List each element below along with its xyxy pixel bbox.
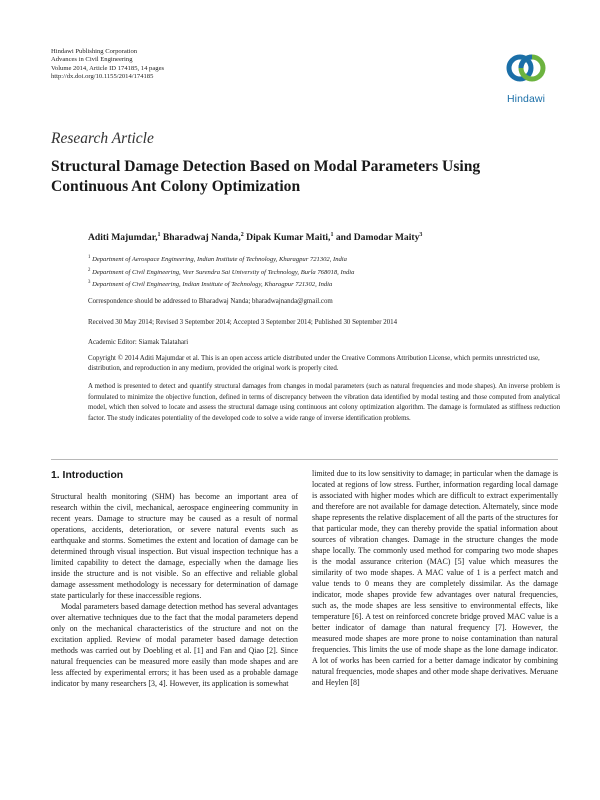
author-name: Bharadwaj Nanda, [162, 232, 241, 244]
hindawi-rings-icon [504, 48, 548, 88]
author-affiliation-mark: 1 [157, 232, 161, 238]
section-divider [51, 459, 558, 460]
academic-editor: Academic Editor: Siamak Talatahari [88, 339, 189, 346]
doi-link[interactable]: http://dx.doi.org/10.1155/2014/174185 [51, 72, 154, 80]
body-paragraph: Modal parameters based damage detection method has several advantages over alternative techniques due to the fact that the modal parameters depend only on the mechanical characteristics of the structure and not on the excitation applied. Review of modal parameter based damage detection methods was carried out by Doebling et al. [1] and Fan and Qiao [2]. Since natural frequencies can be measured more easily than mode shapes and are less affected by experimental errors; it has been used as a probable damage indicator by many researchers [3, 4]. However, its application is somewhat [51, 602, 298, 688]
author-affiliation-mark: 2 [240, 232, 244, 238]
title-line-2: Continuous Ant Colony Optimization [51, 177, 301, 195]
affiliation-item: $^3$ Department of Civil Engineering, Indian Institute of Technology, Kharagpur 721302, India [88, 280, 333, 289]
journal-name: Advances in Civil Engineering [51, 56, 133, 64]
body-paragraph: limited due to its low sensitivity to damage; in particular when the damage is located at regions of low stress. Further, information regarding local damage is associated with higher modes which are difficult to extract experimentally and therefore are not available for damage detection. Alternately, since mode shape represents the relative displacement of all the parts of the structures for that particular mode, they can thereby provide the spatial information about sources of vibration changes. Damage in the structure changes the mode shape locally. The commonly used method for comparing two mode shapes is the modal assurance criterion (MAC) [5] value which measures the similarity of two mode shapes. A MAC value of 1 is a perfect match and value tends to 0 means they are completely dissimilar. As the damage indicator, mode shapes provide few advantages over natural frequencies, such as, the mode shapes are less sensitive to environmental effects, like temperature [6]. A test on reinforced concrete bridge proved MAC value is a better indicator of damage than natural frequency [7]. However, the measured mode shapes are more prone to noise contamination than natural frequencies. This limits the use of mode shape as the lone damage indicator. A lot of works has been carried for a better damage indicator by combining natural frequencies, mode shapes and other mode shape derivatives. Meruane and Heylen [8] [312, 469, 558, 687]
journal-header [51, 48, 164, 81]
article-title [51, 157, 571, 196]
publisher-line: Hindawi Publishing Corporation [51, 48, 138, 55]
author-name: and Damodar Maity [335, 232, 420, 244]
hindawi-wordmark: Hindawi [506, 93, 546, 105]
author-affiliation-mark: 1 [330, 232, 334, 238]
abstract: A method is presented to detect and quantify structural damages from changes in modal parameters (such as natural frequencies and mode shapes). An inverse problem is formulated to minimize the objective function, defined in terms of discrepancy between the vibration data identified by modal testing and those computed from analytical model, which then solved to locate and assess the structural damage using continuous ant colony optimization algorithm. The damage is formulated as stiffness reduction factor. The study indicates potentiality of the developed code to solve a wide range of inverse identification problems. [88, 383, 560, 423]
dates-line: Received 30 May 2014; Revised 3 September 2014; Accepted 3 September 2014; Published 30 September 2014 [88, 319, 398, 326]
affiliation-list [88, 253, 558, 291]
correspondence-line: Correspondence should be addressed to Bharadwaj Nanda; bharadwajnanda@gmail.com [88, 298, 333, 305]
author-name: Aditi Majumdar, [88, 232, 158, 244]
title-line-1: Structural Damage Detection Based on Modal Parameters Using [51, 158, 481, 175]
hindawi-logo [496, 48, 556, 106]
body-column-right [312, 468, 558, 688]
volume-line: Volume 2014, Article ID 174185, 14 pages [51, 64, 165, 72]
author-name: Dipak Kumar Maiti, [246, 232, 331, 244]
author-affiliation-mark: 3 [419, 232, 423, 238]
affiliation-item: $^2$ Department of Civil Engineering, Veer Surendra Sai University of Technology, Burla 768018, India [88, 267, 355, 276]
author-list [88, 232, 568, 243]
affiliation-item: $^1$ Department of Aerospace Engineering, Indian Institute of Technology, Kharagpur 721302, India [88, 255, 347, 264]
article-type: Research Article [51, 130, 154, 147]
body-column-left [51, 491, 298, 689]
copyright-notice: Copyright © 2014 Aditi Majumdar et al. This is an open access article distributed under the Creative Commons Attribution License, which permits unrestricted use, distribution, and reproduction in any medium, provided the original work is properly cited. [88, 355, 540, 373]
section-heading: 1. Introduction [51, 470, 124, 481]
body-paragraph: Structural health monitoring (SHM) has become an important area of research within the civil, mechanical, aerospace engineering community in recent years. Damage to structure may be caused as a result of normal operations, accidents, deterioration, or severe natural events such as earthquake and storms. Sometimes the extent and location of damage can be determined through visual inspection. But visual inspection technique has a limited capability to detect the damage, especially when the damage lies inside the structure and is not visible. So an effective and reliable global damage assessment methodology is necessary for determination of damage state particularly for these inaccessible regions. [51, 492, 298, 600]
